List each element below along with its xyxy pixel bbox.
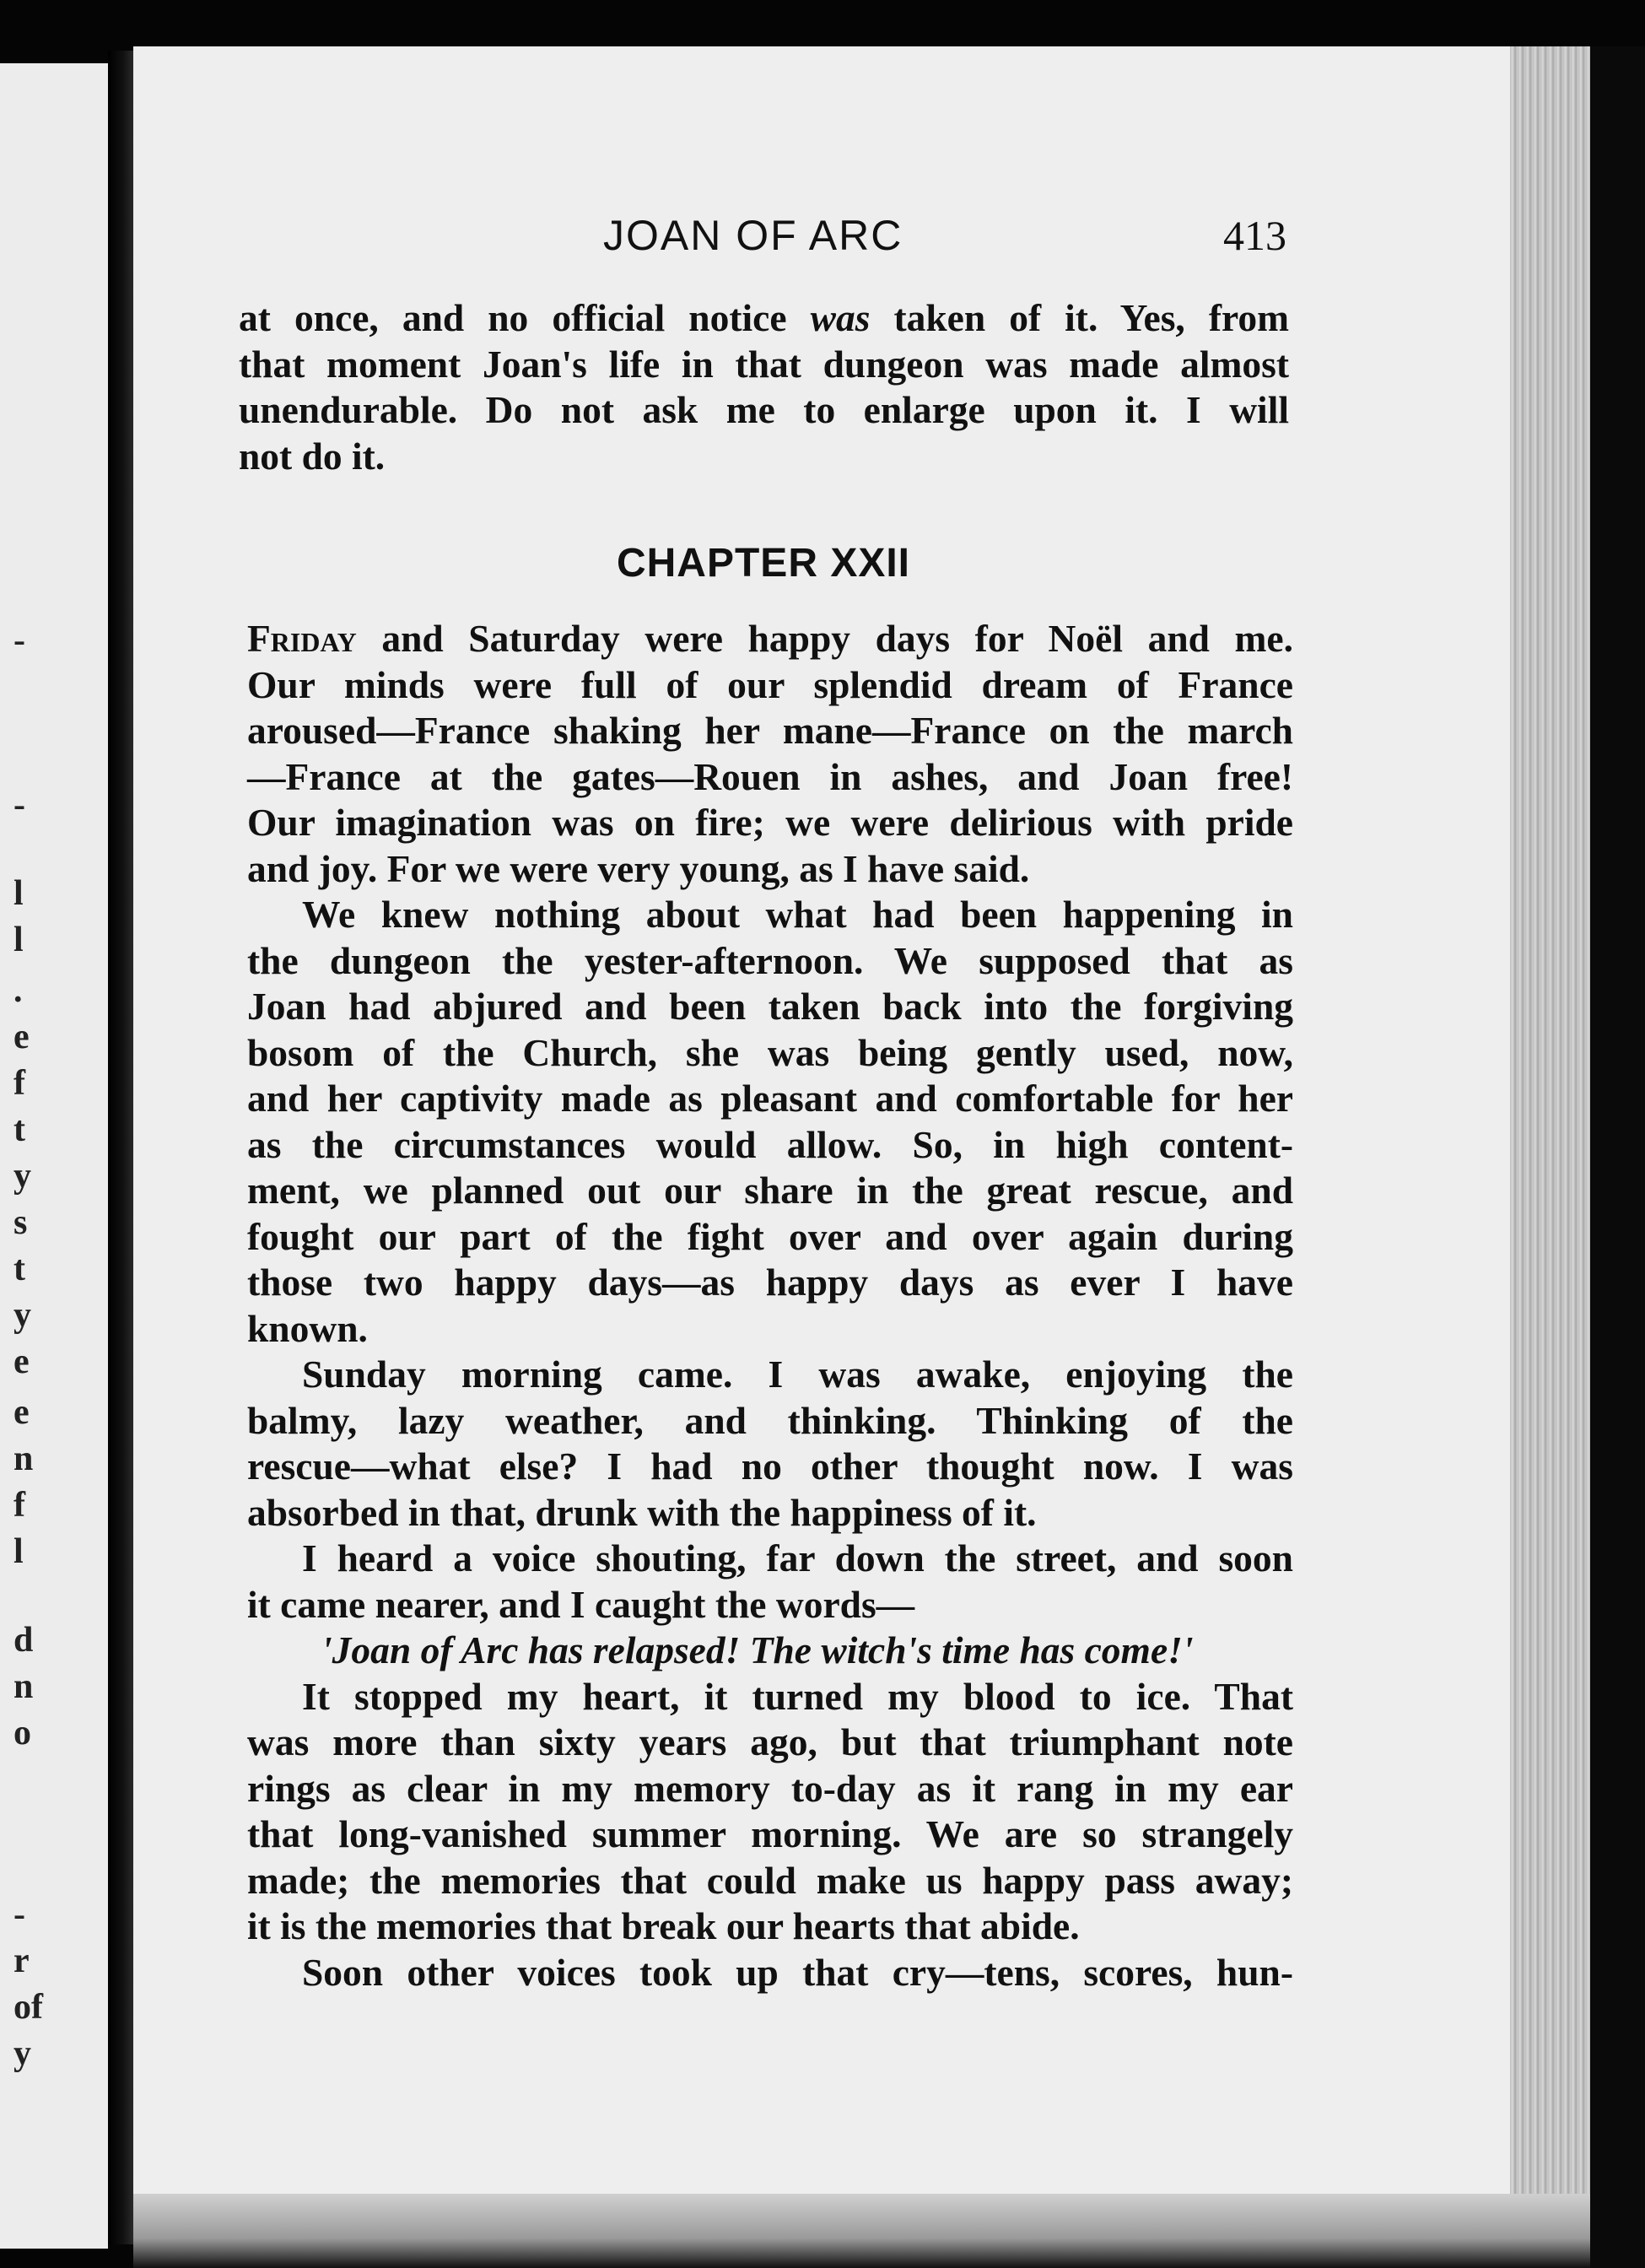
text-line: Joan had abjured and been taken back into the forgiving [247,985,1293,1028]
text-line: it is the memories that break our hearts that abide. [247,1904,1080,1947]
fragment: - [13,786,25,824]
fragment: s [13,1203,28,1242]
fragment: n [13,1667,34,1706]
text-line: aroused—France shaking her mane—France on the march [247,709,1293,752]
text-line: not do it. [239,434,386,478]
fragment: e [13,1342,30,1381]
line-rest: and Saturday were happy days for Noël and me. [356,617,1293,660]
fragment: - [13,1895,25,1934]
text-line: We knew nothing about what had been happening in [302,893,1293,936]
running-title: JOAN OF ARC [603,212,903,259]
fragment: y [13,1296,31,1335]
text-line: Sunday morning came. I was awake, enjoying the [302,1353,1293,1396]
text-line: and joy. For we were very young, as I have said. [247,846,1030,890]
text-line: Our minds were full of our splendid dream of France [247,662,1293,706]
fragment: t [13,1250,25,1288]
text-line: absorbed in that, drunk with the happiness of it. [247,1490,1037,1534]
text-line: as the circumstances would allow. So, in high content- [247,1122,1293,1166]
text-line: that moment Joan's life in that dungeon was made almost [239,342,1289,386]
chapter-body [247,616,1293,1995]
running-head [0,211,1645,270]
fragment: f [13,1064,25,1103]
fragment: of [13,1988,43,2027]
fragment: l [13,874,24,913]
text-line: at once, and no official notice was taken of it. Yes, from [239,296,1289,339]
book-gutter [108,51,133,2244]
scan-border-right [1590,46,1645,2268]
text-line: bosom of the Church, she was being gently used, now, [247,1030,1293,1074]
fragment: n [13,1439,34,1478]
fragment: l [13,921,24,959]
text-line: was more than sixty years ago, but that triumphant note [247,1720,1293,1763]
text-line: ment, we planned out our share in the great rescue, and [247,1169,1293,1212]
text-line: those two happy days—as happy days as ever I have [247,1261,1293,1304]
fragment: d [13,1621,34,1660]
text-line: I heard a voice shouting, far down the street, and soon [302,1536,1293,1580]
text-line: the dungeon the yester-afternoon. We supposed that as [247,938,1293,982]
text-line: Our imagination was on fire; we were delirious with pride [247,801,1293,844]
chapter-heading: CHAPTER XXII [616,541,911,586]
fragment: . [13,971,23,1010]
text-line: it came nearer, and I caught the words— [247,1582,915,1626]
text-line: —France at the gates—Rouen in ashes, and Joan free! [247,754,1293,798]
drop-word: Friday [247,617,357,660]
page-stack-edge [1510,46,1590,2240]
fragment: f [13,1486,25,1525]
previous-page-edge [0,63,108,2249]
text-line: balmy, lazy weather, and thinking. Thinking of the [247,1398,1293,1442]
text-line: fought our part of the fight over and over again during [247,1214,1293,1258]
text-line: and her captivity made as pleasant and comfortable for her [247,1077,1293,1120]
page-number: 413 [1223,212,1286,259]
fragment: o [13,1714,31,1752]
text-line: It stopped my heart, it turned my blood to ice. That [302,1674,1293,1718]
continued-paragraph [239,295,1289,479]
emphasis: was [810,296,871,339]
text-line: known. [247,1306,368,1350]
previous-page-text-fragments [0,63,108,2249]
text-line: unendurable. Do not ask me to enlarge upon it. I will [239,388,1289,431]
text-line: Soon other voices took up that cry—tens, scores, hun- [302,1950,1293,1994]
fragment: - [13,621,25,660]
text-line: rescue—what else? I had no other thought now. I was [247,1444,1293,1488]
fragment: e [13,1018,30,1056]
fragment: t [13,1110,25,1149]
fragment: y [13,1157,31,1196]
quoted-cry: 'Joan of Arc has relapsed! The witch's time has come!' [321,1628,1194,1671]
fragment: y [13,2034,31,2073]
fragment: r [13,1941,30,1980]
text-line: rings as clear in my memory to-day as it rang in my ear [247,1766,1293,1810]
text-line: made; the memories that could make us happy pass away; [247,1858,1293,1902]
fragment: e [13,1393,30,1432]
text-line [247,616,1293,662]
text-line: that long-vanished summer morning. We are so strangely [247,1812,1293,1855]
fragment: l [13,1532,24,1571]
scan-border-bottom [133,2194,1590,2268]
